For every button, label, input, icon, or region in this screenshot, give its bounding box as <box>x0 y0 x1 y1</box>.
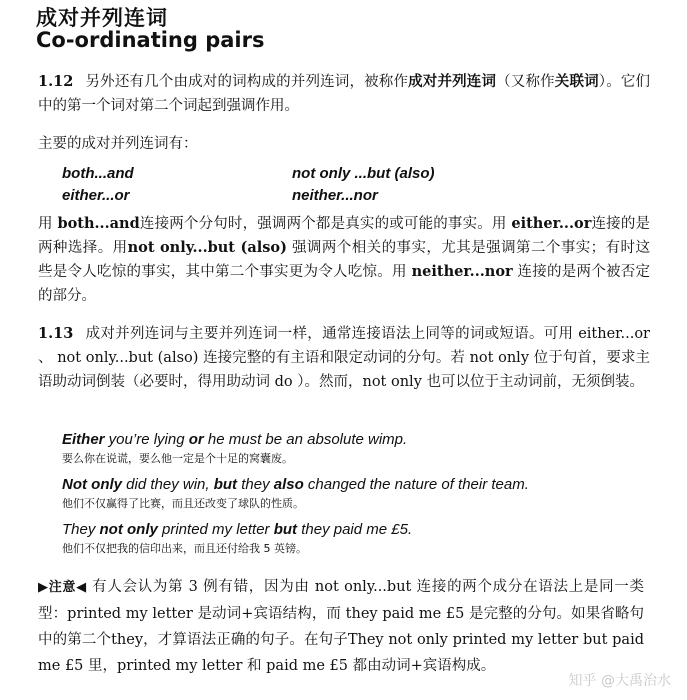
pair-item: not only ...but (also) <box>292 165 435 182</box>
note-tag: ▶注意◀ <box>38 580 87 595</box>
text: he must be an absolute wimp. <box>203 431 408 448</box>
bold-term: not only...but (also) <box>127 239 287 256</box>
example-3 <box>62 520 642 558</box>
bold-keyword: or <box>188 431 204 448</box>
bold-keyword: also <box>273 476 304 493</box>
example-english <box>62 430 642 450</box>
example-translation: 要么你在说谎，要么他一定是个十足的窝囊废。 <box>62 452 293 465</box>
pairs-row <box>62 163 622 185</box>
text: 连接的是两种选择。用 <box>38 216 651 256</box>
text: 连接的是两个被否定的部分。 <box>38 264 651 304</box>
text: they <box>237 476 274 493</box>
text: did they win, <box>122 476 214 493</box>
text: 成对并列连词与主要并列连词一样，通常连接语法上同等的词或短语。可用 either...or 、 not only...but (also) 连接完整的有主语和限定动词的分句。若 not only 位于句首，要求主语助动词倒装（必要时，得用助动词 do ）。然而，not only 也可以位于主动词前，无须倒装。 <box>38 326 650 390</box>
pairs-table <box>62 163 622 207</box>
bold-keyword: but <box>273 521 298 538</box>
pair-item: both...and <box>62 165 134 182</box>
section-number: 1.12 <box>38 73 74 90</box>
bold-term: 关联词 <box>554 73 599 90</box>
main-pairs-label: 主要的成对并列连词有： <box>38 136 198 152</box>
text: 另外还有几个由成对的词构成的并列连词，被称作 <box>85 74 409 90</box>
bold-keyword: Not only <box>62 476 122 493</box>
bold-term: either...or <box>511 215 592 232</box>
section-number: 1.13 <box>38 325 74 342</box>
paragraph-1-13 <box>38 322 650 394</box>
bold-term: neither...nor <box>411 263 513 280</box>
example-2 <box>62 475 642 513</box>
example-english <box>62 520 642 540</box>
text: 连接两个分句时，强调两个都是真实的或可能的事实。用 <box>139 216 512 232</box>
bold-term: both...and <box>57 215 140 232</box>
example-translation: 他们不仅把我的信印出来，而且还付给我 5 英镑。 <box>62 542 307 555</box>
note-box <box>38 574 644 679</box>
paragraph-usage <box>38 212 650 308</box>
example-translation: 他们不仅赢得了比赛，而且还改变了球队的性质。 <box>62 497 304 510</box>
pairs-row <box>62 185 622 207</box>
text: printed my letter <box>157 521 274 538</box>
text: They <box>62 521 100 538</box>
watermark: 知乎 @大禹治水 <box>568 673 671 689</box>
note-text: 有人会认为第 3 例有错，因为由 not only...but 连接的两个成分在语法上是同一类型：printed my letter 是动词+宾语结构，而 they paid me £5 是完整的分句。如果省略句中的第二个they，才算语法正确的句子。在句子They not only printed my letter but paid me £5 里，printed my letter 和 paid me £5 都由动词+宾语构成。 <box>38 579 644 674</box>
example-english <box>62 475 642 495</box>
bold-keyword: not only <box>99 521 158 538</box>
paragraph-1-12 <box>38 70 650 118</box>
pair-item: either...or <box>62 187 130 204</box>
section-heading-zh: 成对并列连词 <box>36 6 168 30</box>
bold-term: 成对并列连词 <box>408 73 497 90</box>
pair-item: neither...nor <box>292 187 378 204</box>
text: you’re lying <box>104 431 189 448</box>
bold-keyword: Either <box>62 431 105 448</box>
example-1 <box>62 430 642 468</box>
text: changed the nature of their team. <box>303 476 529 493</box>
bold-keyword: but <box>213 476 238 493</box>
text: 用 <box>38 216 58 232</box>
text: they paid me £5. <box>297 521 413 538</box>
text: （又称作 <box>496 74 555 90</box>
section-heading-en: Co-ordinating pairs <box>36 28 265 52</box>
text: 强调两个相关的事实，尤其是强调第二个事实；有时这些是令人吃惊的事实，其中第二个事实更为令人吃惊。用 <box>38 240 650 280</box>
text: ）。它们中的第一个词对第二个词起到强调作用。 <box>38 74 651 114</box>
